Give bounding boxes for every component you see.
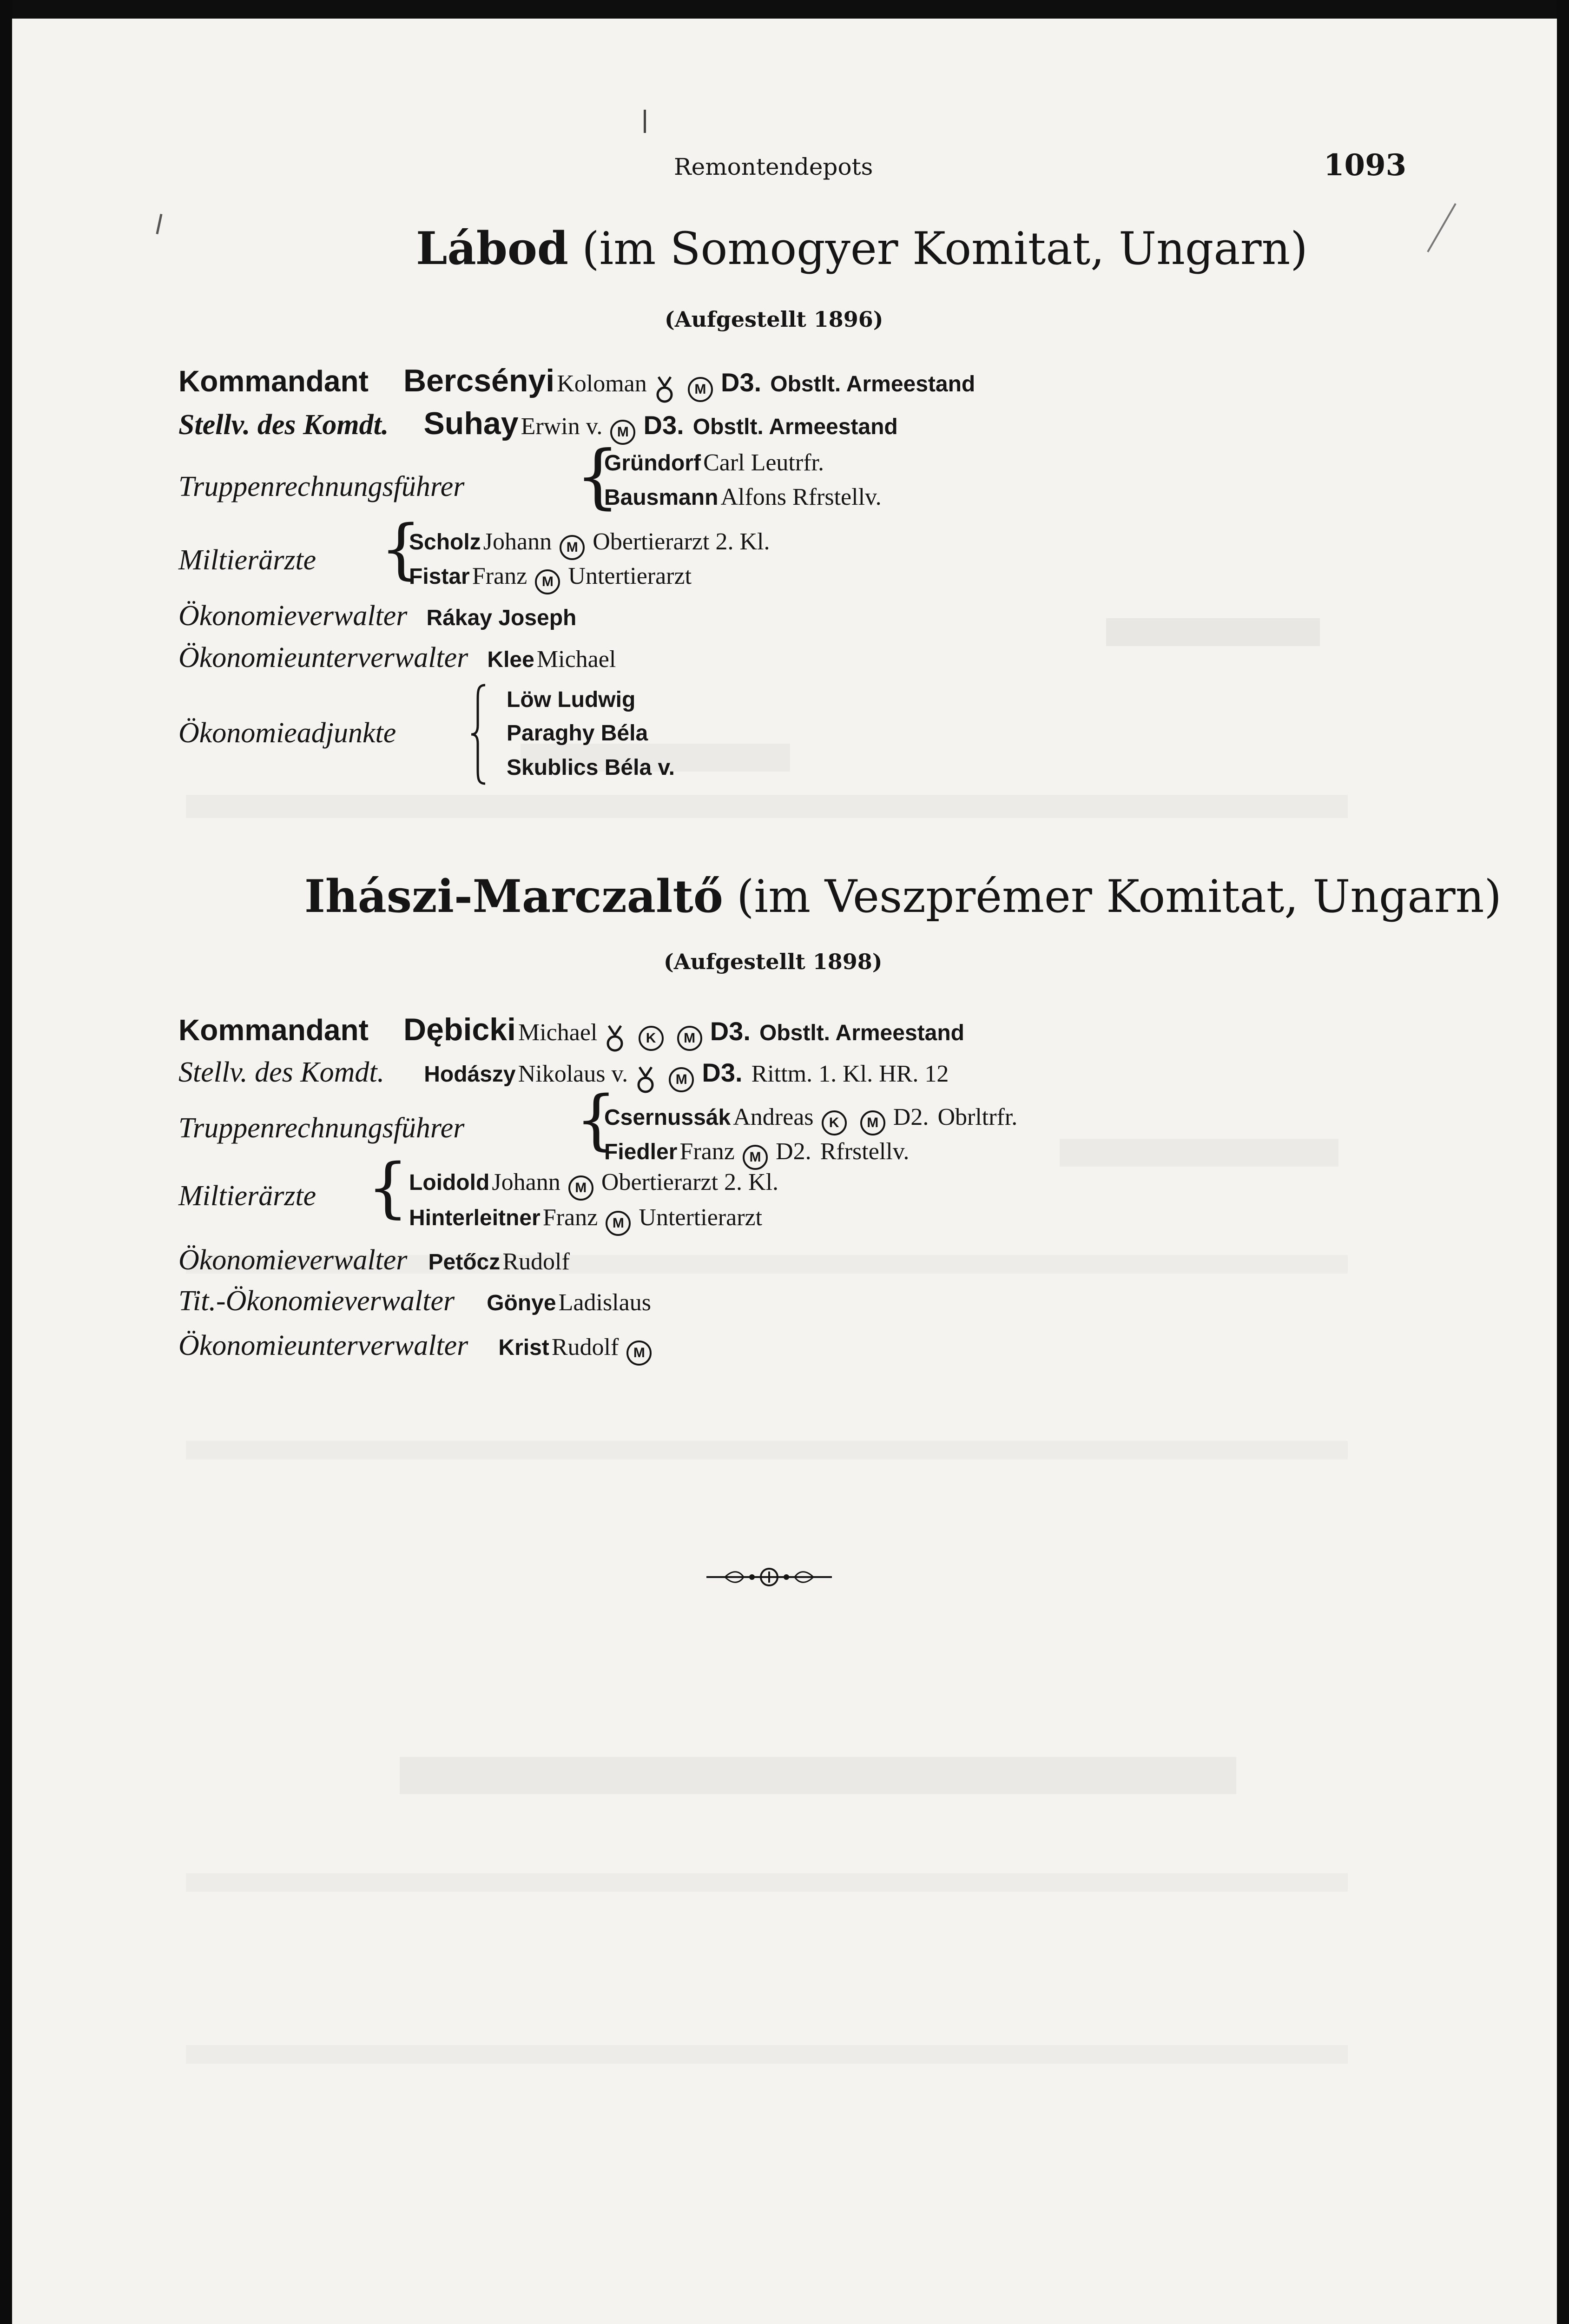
- entry-rank: Obertierarzt 2. Kl.: [601, 1169, 779, 1195]
- entry-given: Franz: [679, 1138, 735, 1165]
- entry-grade: D2.: [893, 1104, 929, 1130]
- merit-badge-icon: M: [610, 420, 635, 445]
- adjunkt-entry: Löw Ludwig: [507, 687, 636, 712]
- aerzte-entry: [409, 528, 770, 560]
- place-location: (im Somogyer Komitat, Ungarn): [582, 223, 1308, 275]
- kommandant-row: [178, 1011, 964, 1054]
- merit-badge-icon: M: [560, 535, 585, 560]
- verwalter-given: Rudolf: [502, 1248, 570, 1275]
- entry-rank: Untertierarzt: [568, 563, 692, 589]
- truppen-entry: [604, 1138, 909, 1170]
- established-note: (Aufgestellt 1896): [665, 307, 883, 332]
- entry-surname: Gründorf: [604, 451, 701, 475]
- unterverwalter-row: [178, 641, 616, 674]
- kommandant-row: [178, 363, 975, 405]
- stellv-row: [178, 405, 898, 445]
- entry-surname: Hinterleitner: [409, 1206, 541, 1230]
- kommandant-surname: Dębicki: [403, 1012, 516, 1047]
- unterverwalter-surname: Klee: [487, 647, 534, 672]
- place-name: Lábod: [416, 222, 568, 275]
- scan-mark: [1427, 203, 1456, 252]
- entry-rest: Carl Leutrfr.: [703, 449, 824, 476]
- unterverwalter-label: Ökonomieunterverwalter: [178, 1330, 468, 1361]
- entry-surname: Loidold: [409, 1170, 490, 1195]
- entry-grade: D2.: [776, 1138, 811, 1165]
- kommandant-label: Kommandant: [178, 364, 369, 398]
- merit-badge-icon: M: [626, 1340, 652, 1366]
- entry-rest: Alfons Rfrstellv.: [720, 484, 882, 510]
- entry-given: Johann: [483, 528, 552, 555]
- tit-verwalter-row: [178, 1285, 651, 1318]
- verwalter-row: [178, 600, 576, 633]
- kommandant-given: Koloman: [557, 370, 647, 397]
- merit-badge-icon: M: [669, 1067, 694, 1092]
- entry-rank: Obertierarzt 2. Kl.: [593, 528, 770, 555]
- unterverwalter-row: [178, 1329, 657, 1366]
- truppen-entry: [604, 449, 824, 476]
- crown-badge-icon: K: [639, 1026, 664, 1051]
- aerzte-label: Miltierärzte: [178, 544, 316, 576]
- place-name: Ihászi-Marczaltő: [304, 870, 723, 923]
- page-number: 1093: [1324, 148, 1407, 183]
- verwalter-label: Ökonomieverwalter: [178, 600, 408, 632]
- brace: {: [575, 1082, 617, 1158]
- adjunkt-entry: Skublics Béla v.: [507, 755, 675, 780]
- merit-badge-icon: M: [568, 1175, 593, 1201]
- entry-surname: Fistar: [409, 564, 470, 589]
- truppen-label: Truppenrechnungsführer: [178, 1112, 465, 1144]
- entry-rank: Rfrstellv.: [820, 1138, 910, 1165]
- tit-verwalter-given: Ladislaus: [558, 1289, 651, 1316]
- entry-given: Franz: [542, 1204, 598, 1231]
- established-note: (Aufgestellt 1898): [664, 949, 883, 974]
- scan-border-right: [1557, 0, 1569, 2324]
- entry-surname: Bausmann: [604, 485, 719, 510]
- tit-verwalter-surname: Gönye: [487, 1291, 556, 1315]
- entry-given: Johann: [492, 1169, 560, 1195]
- stellv-surname: Suhay: [423, 406, 519, 441]
- entry-rank: Untertierarzt: [639, 1204, 763, 1231]
- place-location: (im Veszprémer Komitat, Ungarn): [736, 871, 1502, 923]
- stellv-rank: Obstlt. Armeestand: [692, 415, 898, 439]
- aerzte-entry: [409, 562, 692, 594]
- kommandant-given: Michael: [518, 1019, 598, 1046]
- verwalter-name: Rákay Joseph: [426, 606, 577, 630]
- scan-border-left: [0, 0, 12, 2324]
- brace: {: [575, 436, 620, 517]
- crown-badge-icon: K: [822, 1110, 847, 1136]
- verwalter-surname: Petőcz: [428, 1250, 501, 1274]
- entry-surname: Fiedler: [604, 1140, 678, 1164]
- kommandant-surname: Bercsényi: [403, 363, 555, 398]
- unterverwalter-given: Michael: [536, 646, 616, 673]
- verwalter-row: [178, 1244, 570, 1277]
- section-lábod-title: [416, 222, 1308, 275]
- aerzte-entry: [409, 1169, 778, 1201]
- entry-given: Andreas: [733, 1104, 814, 1130]
- unterverwalter-given: Rudolf: [551, 1334, 619, 1360]
- ornament-divider-icon: [706, 1565, 832, 1591]
- brace: {: [367, 1150, 409, 1226]
- running-head: Remontendepots: [674, 153, 873, 180]
- merit-badge-icon: M: [535, 569, 560, 594]
- scan-mark: [644, 110, 646, 133]
- stellv-grade: D3.: [643, 410, 684, 440]
- truppen-entry: [604, 1103, 1017, 1136]
- scan-mark: [156, 214, 162, 234]
- entry-surname: Csernussák: [604, 1105, 731, 1130]
- kommandant-rank: Obstlt. Armeestand: [770, 372, 976, 396]
- kommandant-rank: Obstlt. Armeestand: [759, 1021, 964, 1045]
- adjunkt-entry: Paraghy Béla: [507, 721, 648, 746]
- stellv-given: Erwin v.: [521, 413, 603, 440]
- brace: [469, 683, 488, 786]
- stellv-label: Stellv. des Komdt.: [178, 1056, 385, 1088]
- merit-badge-icon: M: [606, 1211, 631, 1236]
- stellv-grade: D3.: [702, 1058, 743, 1087]
- tit-verwalter-label: Tit.-Ökonomieverwalter: [178, 1285, 455, 1317]
- section-ihaszi-title: [304, 870, 1502, 923]
- entry-given: Franz: [472, 563, 527, 589]
- merit-badge-icon: M: [860, 1110, 885, 1136]
- aerzte-label: Miltierärzte: [178, 1180, 316, 1212]
- kommandant-grade: D3.: [721, 368, 762, 397]
- verwalter-label: Ökonomieverwalter: [178, 1244, 408, 1276]
- kommandant-grade: D3.: [710, 1017, 751, 1046]
- scan-border-top: [0, 0, 1569, 19]
- stellv-surname: Hodászy: [424, 1062, 516, 1087]
- adjunkte-label: Ökonomieadjunkte: [178, 717, 396, 749]
- stellv-given: Nikolaus v.: [518, 1061, 628, 1087]
- truppen-label: Truppenrechnungsführer: [178, 471, 465, 502]
- decoration-order-icon: [654, 374, 675, 405]
- unterverwalter-label: Ökonomieunterverwalter: [178, 642, 468, 673]
- merit-badge-icon: M: [688, 377, 713, 402]
- aerzte-entry: [409, 1204, 762, 1236]
- decoration-order-icon: [635, 1064, 656, 1095]
- unterverwalter-surname: Krist: [498, 1335, 549, 1360]
- decoration-order-icon: [604, 1023, 626, 1054]
- kommandant-label: Kommandant: [178, 1013, 369, 1047]
- stellv-label: Stellv. des Komdt.: [178, 409, 389, 441]
- entry-rank: Obrltrfr.: [937, 1104, 1018, 1130]
- merit-badge-icon: M: [743, 1145, 768, 1170]
- brace: {: [380, 511, 422, 587]
- entry-surname: Scholz: [409, 530, 481, 555]
- merit-badge-icon: M: [677, 1026, 702, 1051]
- stellv-rank: Rittm. 1. Kl. HR. 12: [751, 1061, 949, 1087]
- stellv-row: [178, 1056, 949, 1095]
- truppen-entry: [604, 483, 882, 511]
